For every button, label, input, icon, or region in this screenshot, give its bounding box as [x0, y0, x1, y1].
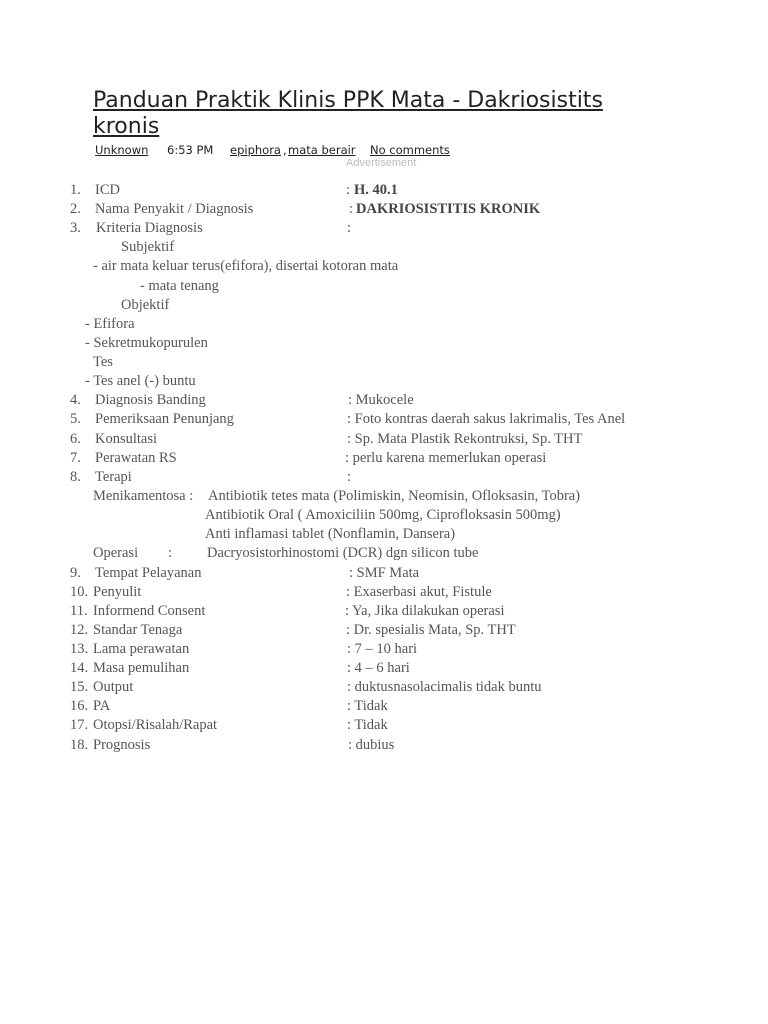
item-number: 18.	[70, 737, 89, 753]
label-link-mata-berair[interactable]: mata berair	[288, 143, 356, 157]
medikamentosa-label: Menikamentosa :	[93, 488, 194, 504]
kriteria-label: Kriteria Diagnosis	[96, 220, 203, 236]
icd-label: ICD	[95, 182, 120, 198]
icd-value: H. 40.1	[354, 182, 398, 198]
item-number: 8.	[70, 469, 81, 485]
prognosis-label: Prognosis	[93, 737, 151, 753]
objektif-item: - Sekretmukopurulen	[85, 335, 208, 351]
item-number: 4.	[70, 392, 81, 408]
lama-label: Lama perawatan	[93, 641, 190, 657]
objektif-item: - Efifora	[85, 316, 135, 332]
item-number: 5.	[70, 411, 81, 427]
item-number: 1.	[70, 182, 81, 198]
author-link[interactable]: Unknown	[95, 143, 149, 157]
pa-value: : Tidak	[347, 698, 388, 714]
consent-value: : Ya, Jika dilakukan operasi	[345, 603, 505, 619]
rawat-value: : perlu karena memerlukan operasi	[345, 450, 547, 466]
medikamentosa-item: Antibiotik tetes mata (Polimiskin, Neomisin, Ofloksasin, Tobra)	[208, 488, 581, 504]
label-link-epiphora[interactable]: epiphora	[230, 143, 281, 157]
item-number: 6.	[70, 431, 81, 447]
tenaga-label: Standar Tenaga	[93, 622, 183, 638]
item-number: 16.	[70, 698, 89, 714]
masa-label: Masa pemulihan	[93, 660, 190, 676]
item-number: 2.	[70, 201, 81, 217]
subjektif-heading: Subjektif	[121, 239, 175, 255]
item-number: 14.	[70, 660, 89, 676]
subjektif-item: - mata tenang	[140, 278, 219, 294]
banding-value: : Mukocele	[348, 392, 414, 408]
operasi-label: Operasi	[93, 545, 139, 561]
item-number: 9.	[70, 565, 81, 581]
operasi-value: Dacryosistorhinostomi (DCR) dgn silicon tube	[207, 545, 479, 561]
banding-label: Diagnosis Banding	[95, 392, 206, 408]
konsultasi-value: : Sp. Mata Plastik Rekontruksi, Sp. THT	[347, 431, 583, 447]
pa-label: PA	[93, 698, 111, 714]
otopsi-label: Otopsi/Risalah/Rapat	[93, 717, 218, 733]
advertisement-label: Advertisement	[346, 157, 417, 169]
medikamentosa-item: Anti inflamasi tablet (Nonflamin, Dansera)	[205, 526, 456, 542]
nama-colon: :	[349, 201, 354, 217]
kriteria-colon: :	[347, 220, 352, 236]
tempat-label: Tempat Pelayanan	[95, 565, 202, 581]
label-separator: ,	[283, 143, 287, 157]
comments-link[interactable]: No comments	[370, 143, 450, 157]
penyulit-label: Penyulit	[93, 584, 142, 600]
penunjang-label: Pemeriksaan Penunjang	[95, 411, 234, 427]
terapi-label: Terapi	[95, 469, 132, 485]
post-title[interactable]: Panduan Praktik Klinis PPK Mata - Dakriosistits kronis	[93, 88, 603, 139]
item-number: 15.	[70, 679, 89, 695]
prognosis-value: : dubius	[348, 737, 395, 753]
item-number: 7.	[70, 450, 81, 466]
rawat-label: Perawatan RS	[95, 450, 177, 466]
consent-label: Informend Consent	[93, 603, 206, 619]
item-number: 3.	[70, 220, 81, 236]
post-time: 6:53 PM	[167, 143, 214, 157]
lama-value: : 7 – 10 hari	[347, 641, 418, 657]
medikamentosa-item: Antibiotik Oral ( Amoxiciliin 500mg, Ciprofloksasin 500mg)	[205, 507, 561, 523]
terapi-colon: :	[347, 469, 352, 485]
tenaga-value: : Dr. spesialis Mata, Sp. THT	[346, 622, 516, 638]
icd-colon: :	[346, 182, 351, 198]
objektif-heading: Objektif	[121, 297, 170, 313]
item-number: 13.	[70, 641, 89, 657]
subjektif-item: - air mata keluar terus(efifora), disertai kotoran mata	[93, 258, 399, 274]
item-number: 11.	[70, 603, 88, 619]
masa-value: : 4 – 6 hari	[347, 660, 410, 676]
output-value: : duktusnasolacimalis tidak buntu	[347, 679, 542, 695]
konsultasi-label: Konsultasi	[95, 431, 158, 447]
output-label: Output	[93, 679, 134, 695]
objektif-item: - Tes anel (-) buntu	[85, 373, 196, 389]
operasi-colon: :	[168, 545, 173, 561]
penyulit-value: : Exaserbasi akut, Fistule	[346, 584, 492, 600]
objektif-item: Tes	[93, 354, 113, 370]
tempat-value: : SMF Mata	[349, 565, 420, 581]
item-number: 10.	[70, 584, 89, 600]
penunjang-value: : Foto kontras daerah sakus lakrimalis, Tes Anel	[347, 411, 626, 427]
otopsi-value: : Tidak	[347, 717, 388, 733]
nama-value: DAKRIOSISTITIS KRONIK	[356, 201, 541, 217]
nama-label: Nama Penyakit / Diagnosis	[95, 201, 254, 217]
item-number: 17.	[70, 717, 89, 733]
item-number: 12.	[70, 622, 89, 638]
